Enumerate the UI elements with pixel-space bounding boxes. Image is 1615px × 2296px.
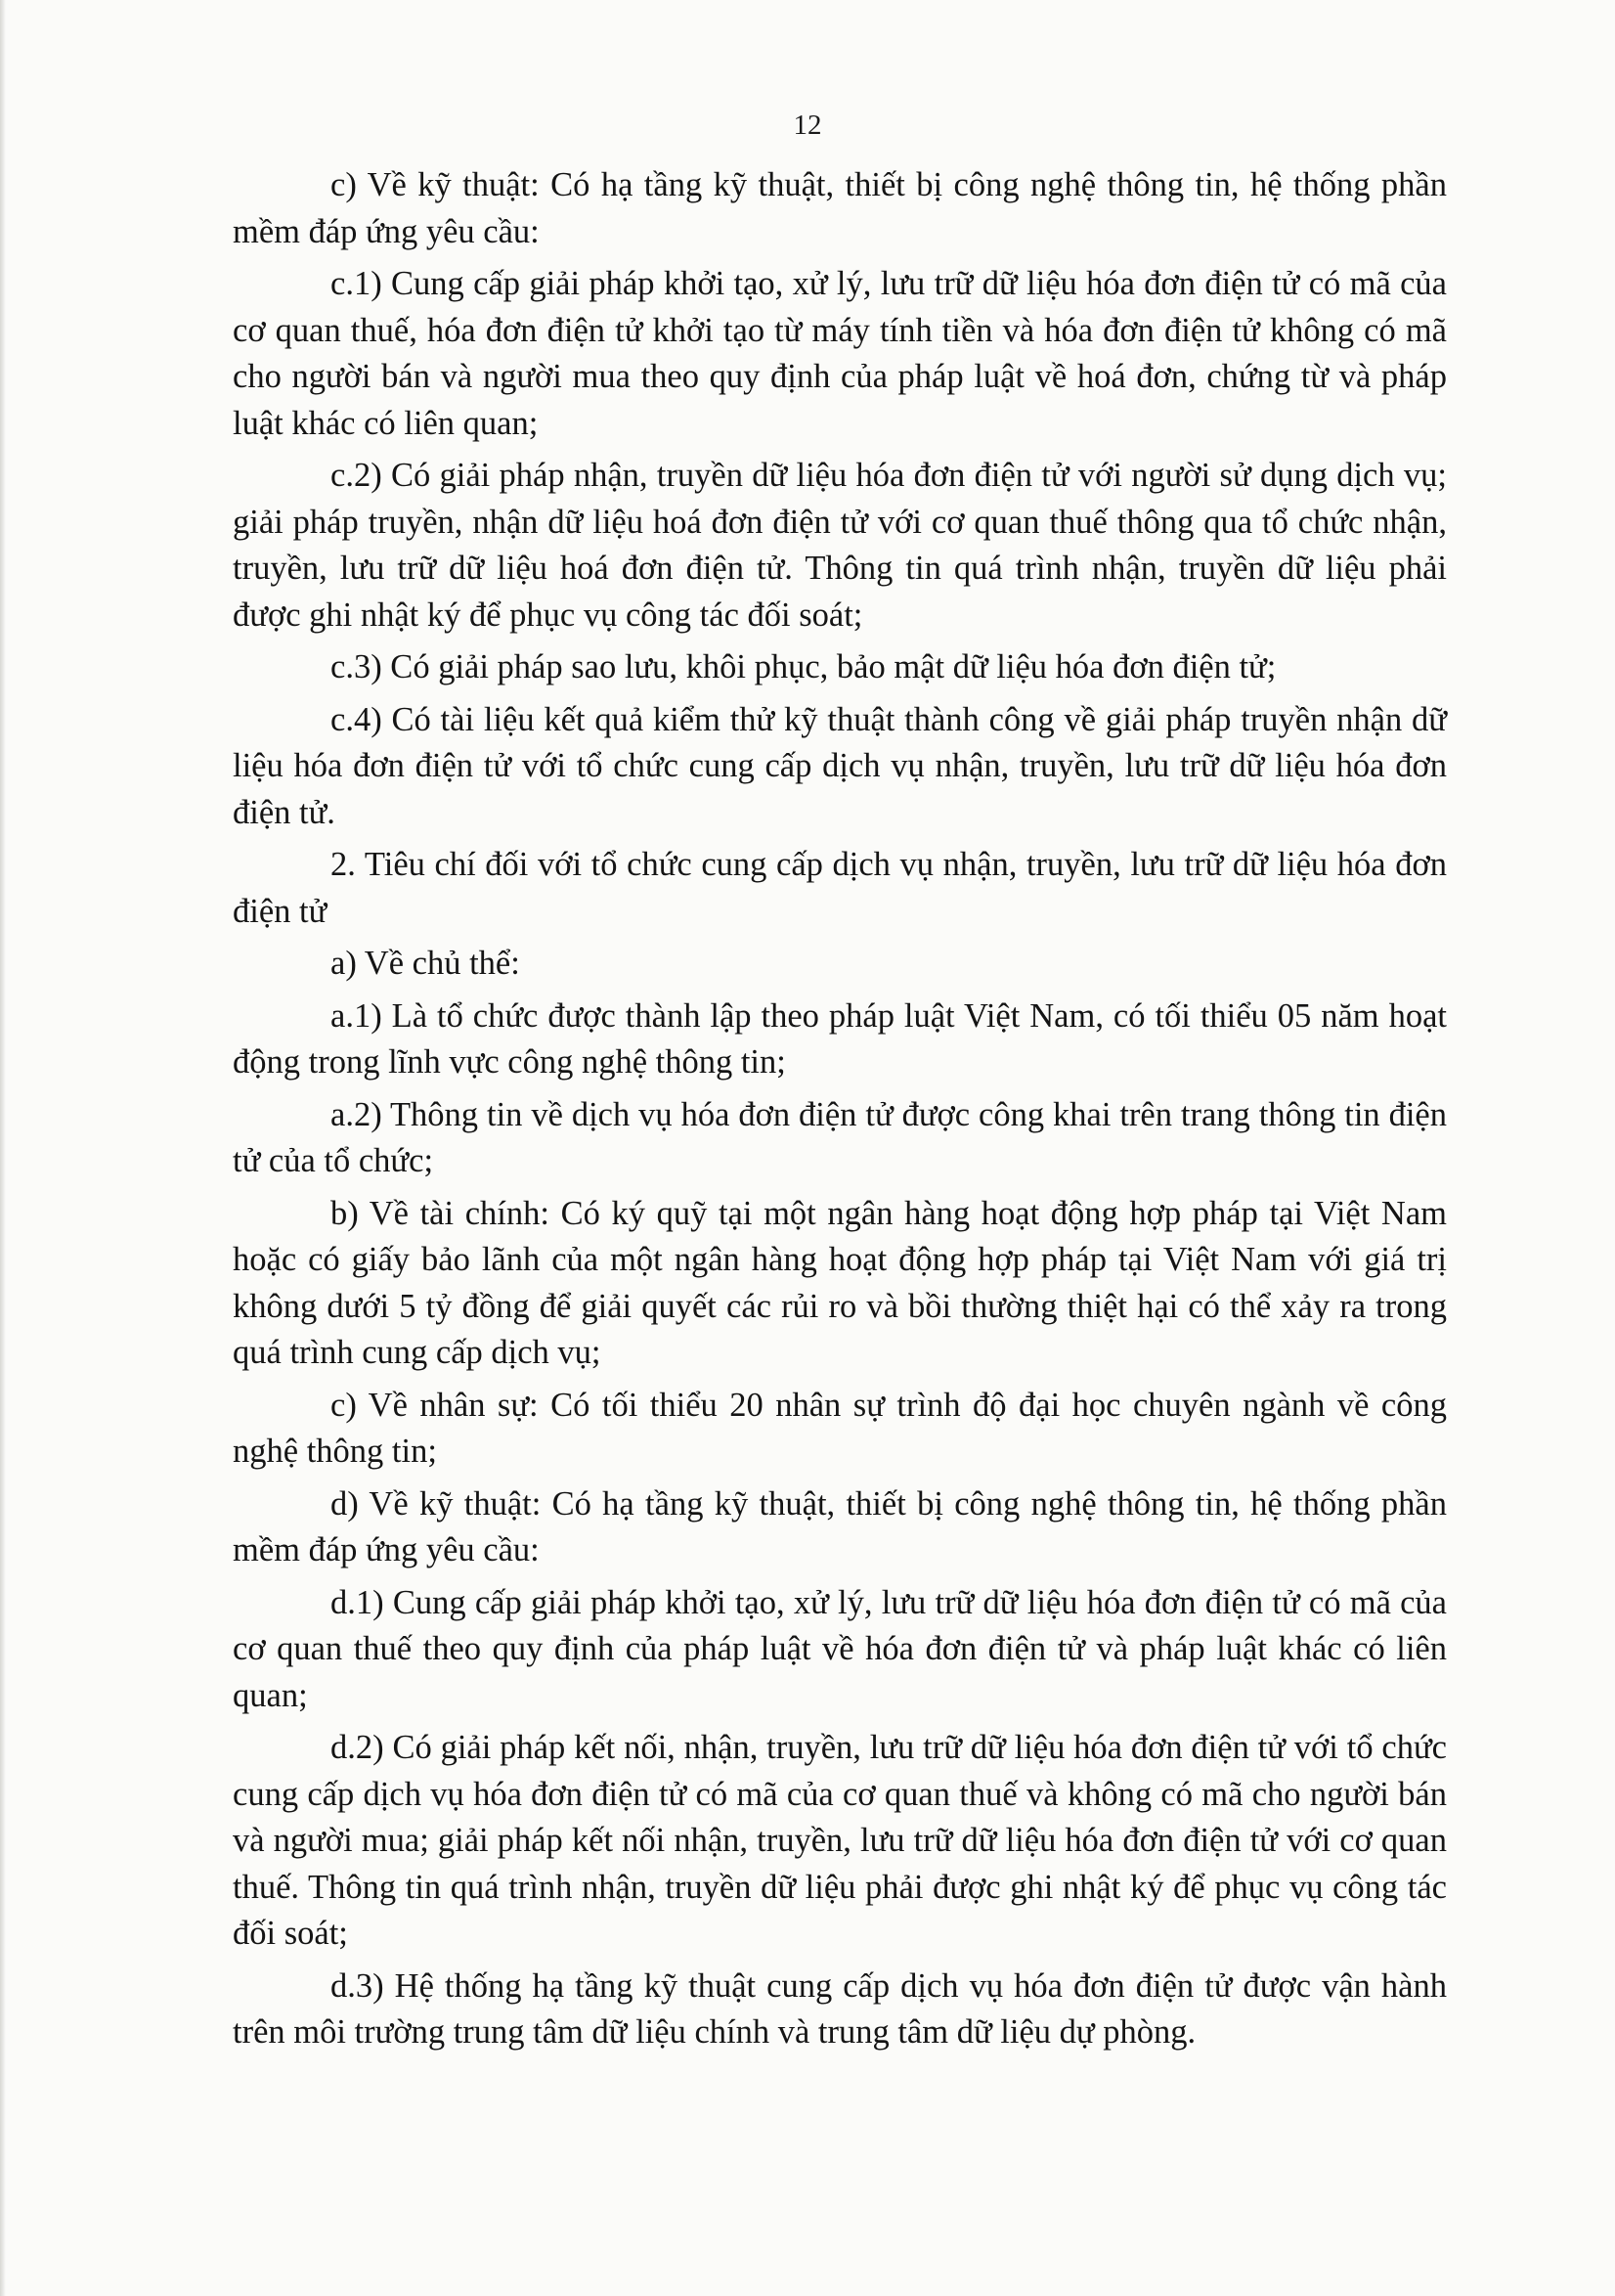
paragraph-c2: c.2) Có giải pháp nhận, truyền dữ liệu hóa đơn điện tử với người sử dụng dịch vụ; giải pháp truyền, nhận dữ liệu hoá đơn điện tử với cơ quan thuế thông qua tổ chức nhận, truyền, lưu trữ dữ liệu hoá đơn điện tử. Thông tin quá trình nhận, truyền dữ liệu phải được ghi nhật ký để phục vụ công tác đối soát; (233, 457, 1447, 634)
paragraph-d2: d.2) Có giải pháp kết nối, nhận, truyền, lưu trữ dữ liệu hóa đơn điện tử với tổ chức cung cấp dịch vụ hóa đơn điện tử có mã của cơ quan thuế và không có mã cho người bán và người mua; giải pháp kết nối nhận, truyền, lưu trữ dữ liệu hóa đơn điện tử với cơ quan thuế. Thông tin quá trình nhận, truyền dữ liệu phải được ghi nhật ký để phục vụ công tác đối soát; (233, 1729, 1447, 1952)
paragraph-c: c) Về kỹ thuật: Có hạ tầng kỹ thuật, thiết bị công nghệ thông tin, hệ thống phần mềm đáp ứng yêu cầu: (233, 166, 1447, 250)
paragraph-c4: c.4) Có tài liệu kết quả kiểm thử kỹ thuật thành công về giải pháp truyền nhận dữ liệu hóa đơn điện tử với tổ chức cung cấp dịch vụ nhận, truyền, lưu trữ dữ liệu hóa đơn điện tử. (233, 700, 1447, 831)
paragraph-section-2: 2. Tiêu chí đối với tổ chức cung cấp dịch vụ nhận, truyền, lưu trữ dữ liệu hóa đơn điện tử (233, 846, 1447, 930)
scan-edge-shadow (0, 0, 6, 2296)
paragraph-d1: d.1) Cung cấp giải pháp khởi tạo, xử lý, lưu trữ dữ liệu hóa đơn điện tử có mã của cơ quan thuế theo quy định của pháp luật về hóa đơn điện tử và pháp luật khác có liên quan; (233, 1583, 1447, 1714)
paragraph-b: b) Về tài chính: Có ký quỹ tại một ngân hàng hoạt động hợp pháp tại Việt Nam hoặc có giấy bảo lãnh của một ngân hàng hoạt động hợp pháp tại Việt Nam với giá trị không dưới 5 tỷ đồng để giải quyết các rủi ro và bồi thường thiệt hại có thể xảy ra trong quá trình cung cấp dịch vụ; (233, 1194, 1447, 1371)
paragraph-d3: d.3) Hệ thống hạ tầng kỹ thuật cung cấp dịch vụ hóa đơn điện tử được vận hành trên môi trường trung tâm dữ liệu chính và trung tâm dữ liệu dự phòng. (233, 1966, 1447, 2051)
paragraph-d: d) Về kỹ thuật: Có hạ tầng kỹ thuật, thiết bị công nghệ thông tin, hệ thống phần mềm đáp ứng yêu cầu: (233, 1484, 1447, 1568)
document-body (233, 162, 1447, 2062)
paragraph-a2: a.2) Thông tin về dịch vụ hóa đơn điện tử được công khai trên trang thông tin điện tử của tổ chức; (233, 1095, 1447, 1179)
paragraph-a: a) Về chủ thể: (330, 945, 520, 982)
paragraph-c1: c.1) Cung cấp giải pháp khởi tạo, xử lý, lưu trữ dữ liệu hóa đơn điện tử có mã của cơ quan thuế, hóa đơn điện tử khởi tạo từ máy tính tiền và hóa đơn điện tử không có mã cho người bán và người mua theo quy định của pháp luật về hoá đơn, chứng từ và pháp luật khác có liên quan; (233, 265, 1447, 442)
paragraph-c-personnel: c) Về nhân sự: Có tối thiểu 20 nhân sự trình độ đại học chuyên ngành về công nghệ thông tin; (233, 1386, 1447, 1470)
paragraph-a1: a.1) Là tổ chức được thành lập theo pháp luật Việt Nam, có tối thiểu 05 năm hoạt động trong lĩnh vực công nghệ thông tin; (233, 996, 1447, 1081)
paragraph-c3: c.3) Có giải pháp sao lưu, khôi phục, bảo mật dữ liệu hóa đơn điện tử; (330, 648, 1277, 685)
page-number: 12 (793, 110, 822, 141)
